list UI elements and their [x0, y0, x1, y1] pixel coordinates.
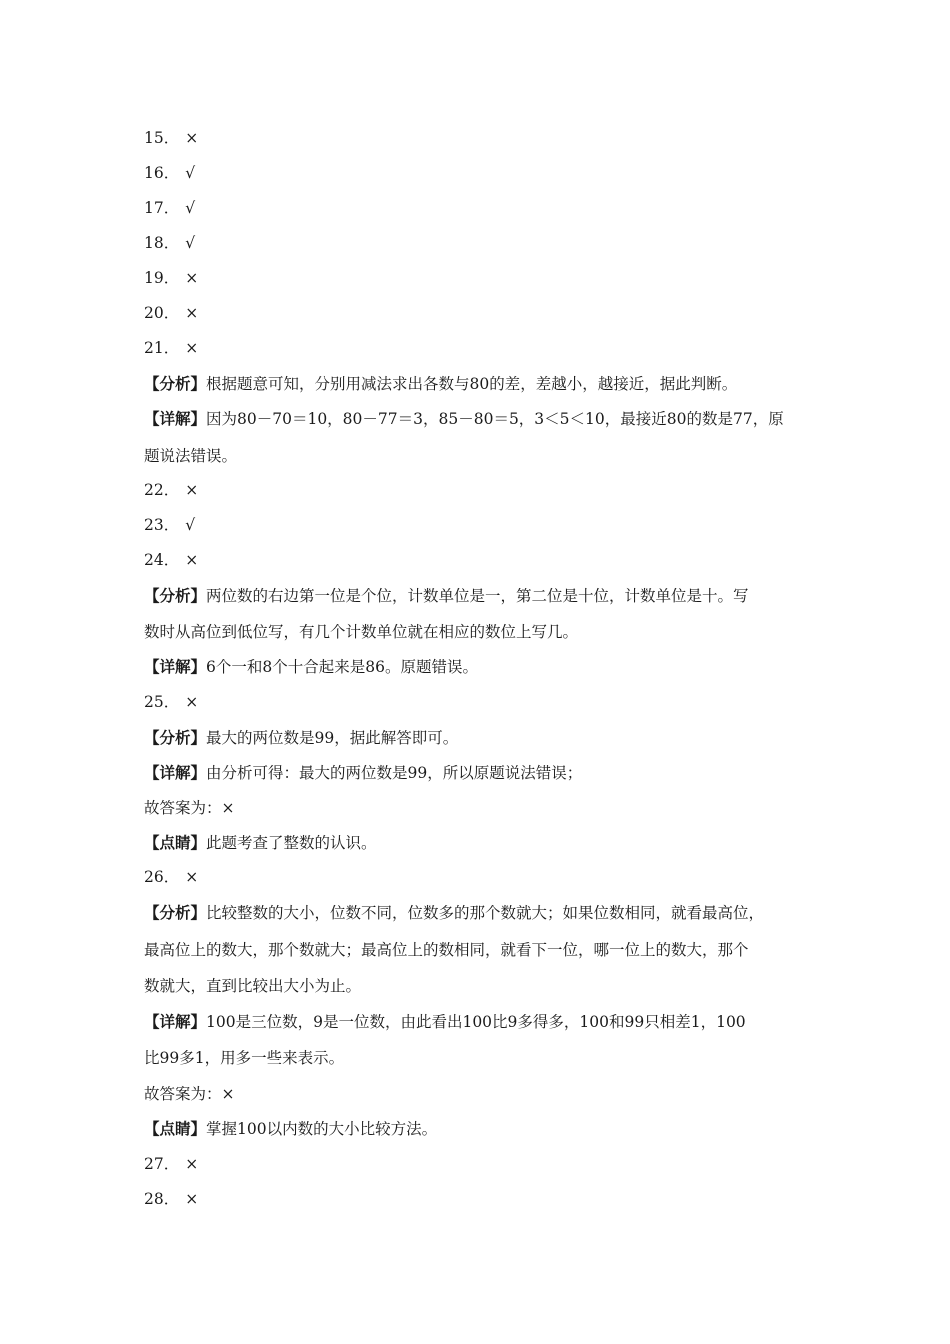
item-mark: ×: [185, 868, 199, 886]
item-number: 24．: [144, 551, 180, 569]
item-mark: ×: [185, 481, 199, 499]
detail-continuation: 题说法错误。: [144, 447, 238, 465]
answer-summary: 故答案为：×: [144, 799, 235, 817]
comment-tag: 【点睛】: [144, 833, 207, 852]
analysis-paragraph: [144, 902, 814, 924]
answer-item-15: [144, 127, 814, 149]
answer-item-21: [144, 337, 814, 359]
analysis-paragraph: [144, 585, 814, 607]
item-number: 25．: [144, 693, 180, 711]
answer-item-26: [144, 866, 814, 888]
item-number: 18．: [144, 234, 180, 252]
answer-item-17: [144, 197, 814, 219]
item-number: 23．: [144, 516, 180, 534]
detail-tag: 【详解】: [144, 763, 207, 782]
comment-paragraph: [144, 832, 814, 854]
comment-tag: 【点睛】: [144, 1119, 207, 1138]
answer-item-22: [144, 479, 814, 501]
detail-text: 6个一和8个十合起来是86。原题错误。: [206, 658, 478, 676]
detail-tag: 【详解】: [144, 1012, 207, 1031]
item-number: 21．: [144, 339, 180, 357]
detail-paragraph: [144, 408, 814, 430]
detail-paragraph: [144, 762, 814, 784]
analysis-text: 比较整数的大小，位数不同，位数多的那个数就大；如果位数相同，就看最高位，: [206, 904, 765, 922]
comment-text: 掌握100以内数的大小比较方法。: [206, 1120, 438, 1138]
analysis-continuation: 数就大，直到比较出大小为止。: [144, 977, 362, 995]
answer-item-27: [144, 1153, 814, 1175]
answer-summary: 故答案为：×: [144, 1085, 235, 1103]
item-mark: √: [185, 199, 196, 217]
analysis-paragraph: [144, 727, 814, 749]
detail-text: 100是三位数，9是一位数，由此看出100比9多得多，100和99只相差1，100: [206, 1013, 746, 1031]
analysis-tag: 【分析】: [144, 728, 207, 747]
answer-item-28: [144, 1188, 814, 1210]
item-number: 17．: [144, 199, 180, 217]
item-number: 15．: [144, 129, 180, 147]
item-mark: ×: [185, 129, 199, 147]
detail-tag: 【详解】: [144, 657, 207, 676]
analysis-tag: 【分析】: [144, 374, 207, 393]
analysis-tag: 【分析】: [144, 586, 207, 605]
item-mark: ×: [185, 1155, 199, 1173]
comment-text: 此题考查了整数的认识。: [206, 834, 377, 852]
item-mark: ×: [185, 339, 199, 357]
detail-tag: 【详解】: [144, 409, 207, 428]
detail-text: 因为80－70＝10，80－77＝3，85－80＝5，3＜5＜10，最接近80的数是77，原: [206, 410, 784, 428]
comment-paragraph: [144, 1118, 814, 1140]
item-mark: ×: [185, 269, 199, 287]
answer-item-16: [144, 162, 814, 184]
detail-paragraph: [144, 1011, 814, 1033]
item-mark: ×: [185, 551, 199, 569]
detail-paragraph: [144, 656, 814, 678]
item-number: 19．: [144, 269, 180, 287]
answer-item-25: [144, 691, 814, 713]
item-mark: ×: [185, 1190, 199, 1208]
item-number: 27．: [144, 1155, 180, 1173]
item-mark: ×: [185, 304, 199, 322]
analysis-text: 最大的两位数是99，据此解答即可。: [206, 729, 459, 747]
answer-item-20: [144, 302, 814, 324]
item-number: 22．: [144, 481, 180, 499]
item-mark: ×: [185, 693, 199, 711]
answer-item-23: [144, 514, 814, 536]
analysis-text: 两位数的右边第一位是个位，计数单位是一，第二位是十位，计数单位是十。写: [206, 587, 749, 605]
detail-text: 由分析可得：最大的两位数是99，所以原题说法错误；: [206, 764, 583, 782]
item-mark: √: [185, 164, 196, 182]
analysis-continuation: 数时从高位到低位写，有几个计数单位就在相应的数位上写几。: [144, 623, 579, 641]
answer-item-24: [144, 549, 814, 571]
analysis-tag: 【分析】: [144, 903, 207, 922]
answer-item-19: [144, 267, 814, 289]
detail-continuation: 比99多1，用多一些来表示。: [144, 1049, 345, 1067]
analysis-text: 根据题意可知，分别用减法求出各数与80的差，差越小，越接近，据此判断。: [206, 375, 738, 393]
item-number: 28．: [144, 1190, 180, 1208]
item-number: 26．: [144, 868, 180, 886]
analysis-continuation: 最高位上的数大，那个数就大；最高位上的数相同，就看下一位，哪一位上的数大，那个: [144, 941, 749, 959]
answer-item-18: [144, 232, 814, 254]
item-mark: √: [185, 234, 196, 252]
item-number: 20．: [144, 304, 180, 322]
item-mark: √: [185, 516, 196, 534]
analysis-paragraph: [144, 373, 814, 395]
item-number: 16．: [144, 164, 180, 182]
